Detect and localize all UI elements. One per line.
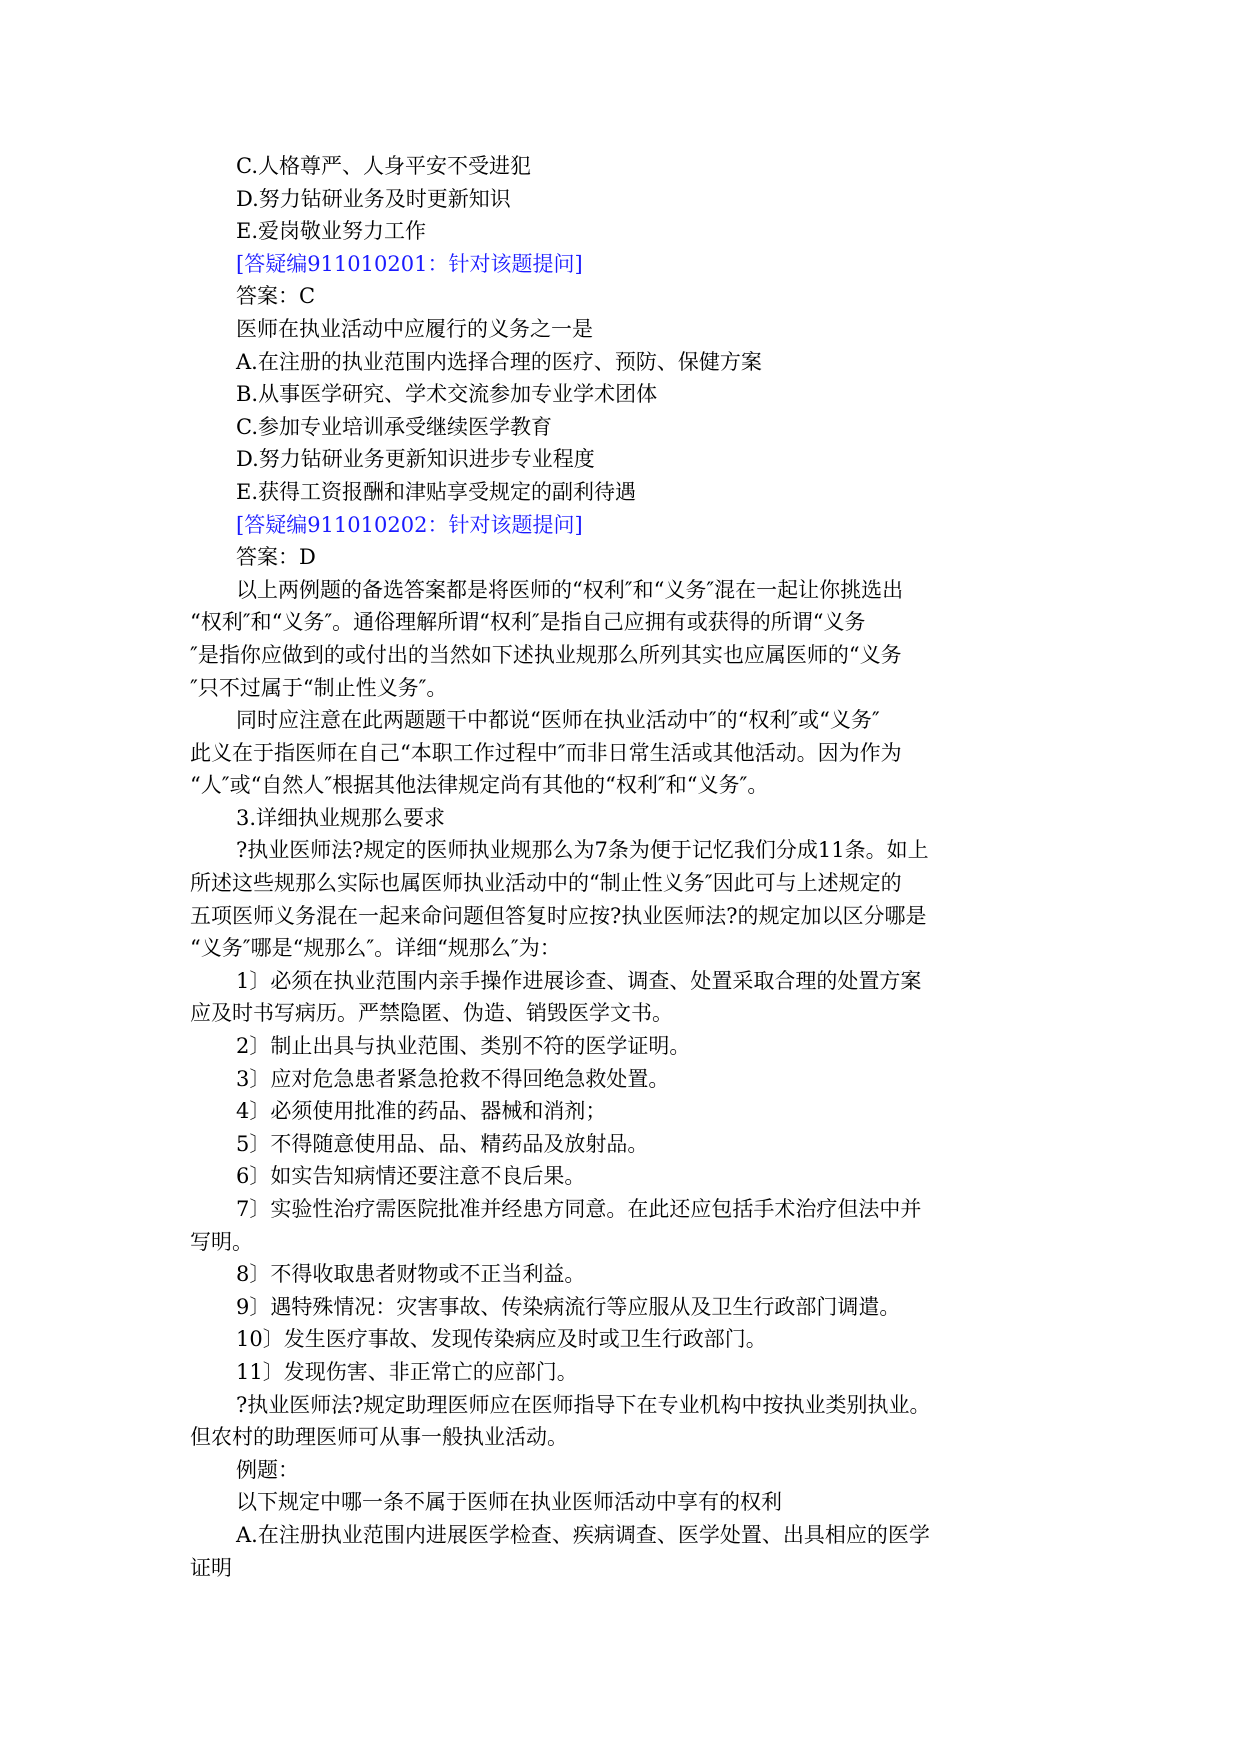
text-line: 2〕制止出具与执业范围、类别不符的医学证明。 xyxy=(236,1034,691,1059)
text-line: C.参加专业培训承受继续医学教育 xyxy=(236,414,552,439)
text-line: 同时应注意在此两题题干中都说“医师在执业活动中″的“权利″或“义务″ xyxy=(236,708,880,733)
text-line: “权利″和“义务″。通俗理解所谓“权利″是指自己应拥有或获得的所谓“义务 xyxy=(190,610,866,635)
text-line: A.在注册的执业范围内选择合理的医疗、预防、保健方案 xyxy=(236,349,762,374)
text-line: 4〕必须使用批准的药品、器械和消剂； xyxy=(236,1099,607,1124)
text-line: 5〕不得随意使用品、品、精药品及放射品。 xyxy=(236,1131,649,1156)
text-line: 6〕如实告知病情还要注意不良后果。 xyxy=(236,1164,586,1189)
text-line: B.从事医学研究、学术交流参加专业学术团体 xyxy=(236,382,658,407)
text-line: 答案：D xyxy=(236,545,316,570)
question-link[interactable]: [答疑编911010201：针对该题提问] xyxy=(236,251,583,276)
text-line: 例题： xyxy=(236,1457,299,1482)
text-line: 证明 xyxy=(190,1555,232,1580)
document-body xyxy=(190,150,1045,1584)
text-line: A.在注册执业范围内进展医学检查、疾病调查、医学处置、出具相应的医学 xyxy=(236,1522,930,1547)
text-line: 7〕实验性治疗需医院批准并经患方同意。在此还应包括手术治疗但法中并 xyxy=(236,1197,922,1221)
text-line: D.努力钻研业务及时更新知识 xyxy=(236,186,511,211)
text-line: D.努力钻研业务更新知识进步专业程度 xyxy=(236,447,595,472)
text-line: 8〕不得收取患者财物或不正当利益。 xyxy=(236,1262,586,1287)
text-line: 3〕应对危急患者紧急抢救不得回绝急救处置。 xyxy=(236,1066,670,1091)
text-line: 11〕发现伤害、非正常亡的应部门。 xyxy=(236,1359,578,1384)
text-line: 写明。 xyxy=(190,1229,253,1254)
text-line: E.获得工资报酬和津贴享受规定的副利待遇 xyxy=(236,479,637,504)
text-line: 答案：C xyxy=(236,284,316,309)
text-line: ?执业医师法?规定助理医师应在医师指导下在专业机构中按执业类别执业。 xyxy=(236,1392,931,1417)
text-line: “人″或“自然人″根据其他法律规定尚有其他的“权利″和“义务″。 xyxy=(190,773,769,798)
text-line: 3.详细执业规那么要求 xyxy=(236,805,446,830)
text-line: 但农村的助理医师可从事一般执业活动。 xyxy=(190,1425,568,1450)
text-line: 医师在执业活动中应履行的义务之一是 xyxy=(236,316,593,341)
text-line: E.爱岗敬业努力工作 xyxy=(236,219,427,244)
text-line: 10〕发生医疗事故、发现传染病应及时或卫生行政部门。 xyxy=(236,1327,767,1352)
text-line: 应及时书写病历。严禁隐匿、伪造、销毁医学文书。 xyxy=(190,1001,673,1026)
text-line: 1〕必须在执业范围内亲手操作进展诊查、调查、处置采取合理的处置方案 xyxy=(236,968,922,993)
text-line: ?执业医师法?规定的医师执业规那么为7条为便于记忆我们分成11条。如上 xyxy=(236,838,929,863)
text-line: 以下规定中哪一条不属于医师在执业医师活动中享有的权利 xyxy=(236,1490,782,1515)
text-line: 9〕遇特殊情况：灾害事故、传染病流行等应服从及卫生行政部门调遣。 xyxy=(236,1294,901,1319)
text-line: C.人格尊严、人身平安不受进犯 xyxy=(236,154,531,178)
text-line: 五项医师义务混在一起来命问题但答复时应按?执业医师法?的规定加以区分哪是 xyxy=(190,903,927,928)
question-link[interactable]: [答疑编911010202：针对该题提问] xyxy=(236,512,583,537)
text-line: ″是指你应做到的或付出的当然如下述执业规那么所列其实也应属医师的“义务 xyxy=(190,642,902,667)
text-line: 此义在于指医师在自己“本职工作过程中″而非日常生活或其他活动。因为作为 xyxy=(190,740,902,765)
text-line: 以上两例题的备选答案都是将医师的“权利″和“义务″混在一起让你挑选出 xyxy=(236,577,904,602)
text-line: 所述这些规那么实际也属医师执业活动中的“制止性义务″因此可与上述规定的 xyxy=(190,871,902,896)
text-line: “义务″哪是“规那么″。详细“规那么″为： xyxy=(190,936,561,961)
text-line: ″只不过属于“制止性义务″。 xyxy=(190,675,448,700)
